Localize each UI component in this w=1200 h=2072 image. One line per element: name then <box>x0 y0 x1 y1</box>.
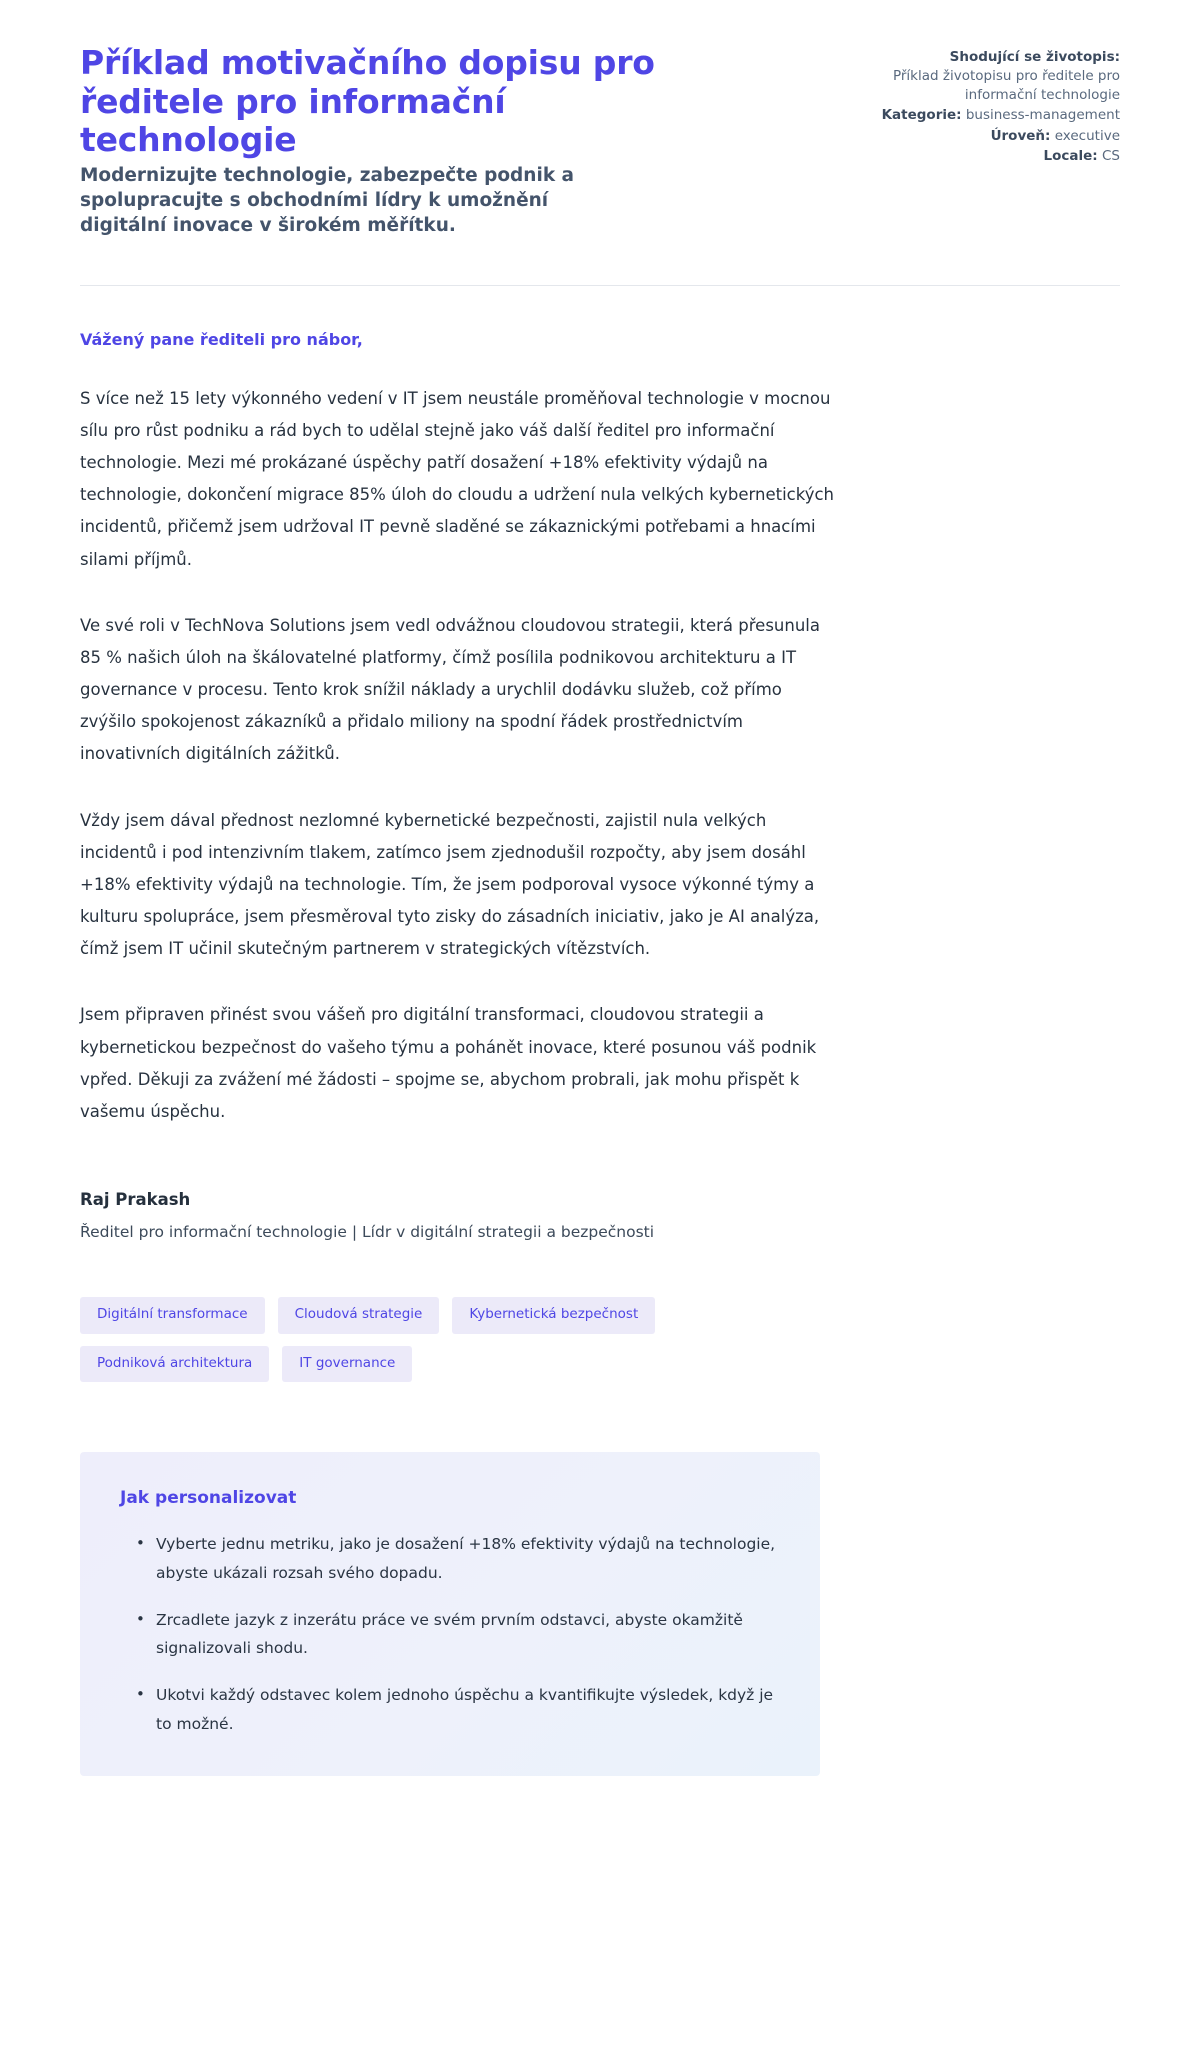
signature-title: Ředitel pro informační technologie | Lídr v digitální strategii a bezpečnosti <box>80 1223 655 1242</box>
letter-salutation: Vážený pane řediteli pro nábor, <box>80 329 363 349</box>
level-label: Úroveň: <box>990 127 1051 144</box>
header-title-block <box>80 44 680 239</box>
page-subtitle: Modernizujte technologie, zabezpečte podnik a spolupracujte s obchodními lídry k umožnění digitální inovace v širokém měřítku. <box>80 164 575 236</box>
locale-value: CS <box>1102 147 1120 164</box>
letter-paragraph: Vždy jsem dával přednost nezlomné kybernetické bezpečnosti, zajistil nula velkých incidentů i pod intenzivním tlakem, zatímco jsem zjednodušil rozpočty, aby jsem dosáhl +18% efektivity výdajů na technologie. Tím, že jsem podporoval vysoce výkonné týmy a kulturu spolupráce, jsem přesměroval tyto zisky do zásadních iniciativ, jako je AI analýza, čímž jsem IT učinil skutečným partnerem v strategických vítězstvích. <box>80 810 820 959</box>
callout-tip-item: • Vyberte jednu metriku, jako je dosažení +18% efektivity výdajů na technologie, abyste ukázali rozsah svého dopadu. <box>142 1530 780 1587</box>
tag-chip[interactable]: IT governance <box>282 1346 412 1383</box>
tag-chip[interactable]: Kybernetická bezpečnost <box>452 1297 655 1334</box>
letter-signature <box>80 1190 1120 1241</box>
callout-tip-item: • Ukotvi každý odstavec kolem jednoho úspěchu a kvantifikujte výsledek, když je to možné. <box>142 1681 780 1738</box>
document-header <box>80 44 1120 239</box>
metadata-locale <box>858 147 1120 166</box>
locale-label: Locale: <box>1043 147 1098 164</box>
tag-chip[interactable]: Podniková architektura <box>80 1346 269 1383</box>
page-title: Příklad motivačního dopisu pro ředitele pro informační technologie <box>80 43 655 160</box>
cover-letter-body <box>80 286 1120 1241</box>
signature-name: Raj Prakash <box>80 1190 191 1210</box>
letter-paragraph: S více než 15 lety výkonného vedení v IT jsem neustále proměňoval technologie v mocnou sílu pro růst podniku a rád bych to udělal stejně jako váš další ředitel pro informační technologie. Mezi mé prokázané úspěchy patří dosažení +18% efektivity výdajů na technologie, dokončení migrace 85% úloh do cloudu a udržení nula velkých kybernetických incidentů, přičemž jsem udržoval IT pevně sladěné se zákaznickými potřebami a hnacími silami příjmů. <box>80 388 835 569</box>
metadata-matching-resume <box>858 48 1120 105</box>
tag-chip[interactable]: Cloudová strategie <box>278 1297 440 1334</box>
metadata-level <box>858 127 1120 146</box>
letter-paragraph: Ve své roli v TechNova Solutions jsem vedl odvážnou cloudovou strategii, která přesunula 85 % našich úloh na škálovatelné platformy, čímž posílila podnikovou architekturu a IT governance v procesu. Tento krok snížil náklady a urychlil dodávku služeb, což přímo zvýšilo spokojenost zákazníků a přidalo miliony na spodní řádek prostřednictvím inovativních digitálních zážitků. <box>80 615 820 764</box>
letter-paragraph: Jsem připraven přinést svou vášeň pro digitální transformaci, cloudovou strategii a kybernetickou bezpečnost do vašeho týmu a pohánět inovace, které posunou váš podnik vpřed. Děkuji za zvážení mé žádosti – spojme se, abychom probrali, jak mohu přispět k vašemu úspěchu. <box>80 1005 817 1121</box>
category-label: Kategorie: <box>881 107 962 124</box>
matching-resume-label: Shodující se životopis: <box>949 49 1120 65</box>
level-value: executive <box>1054 127 1120 144</box>
callout-tip-list <box>120 1530 780 1738</box>
callout-title: Jak personalizovat <box>120 1488 297 1509</box>
matching-resume-value: Příklad životopisu pro ředitele pro informační technologie <box>892 68 1120 104</box>
tag-list <box>80 1297 820 1382</box>
metadata-category <box>858 106 1120 125</box>
category-value: business-management <box>965 107 1120 124</box>
tag-chip[interactable]: Digitální transformace <box>80 1297 265 1334</box>
callout-tip-item: • Zrcadlete jazyk z inzerátu práce ve svém prvním odstavci, abyste okamžitě signalizovali shodu. <box>142 1606 780 1663</box>
personalization-callout <box>80 1452 820 1776</box>
document-metadata <box>858 44 1120 167</box>
